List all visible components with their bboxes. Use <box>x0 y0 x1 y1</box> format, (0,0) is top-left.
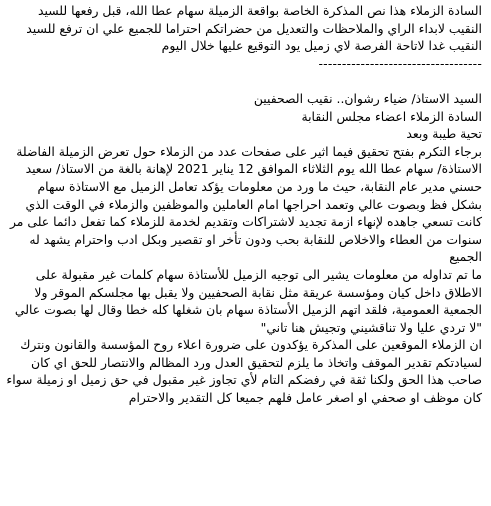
blank-line <box>6 72 482 90</box>
body-paragraph-reported-statements: ما تم تداوله من معلومات يشير الى توجيه الزميل للأستاذة سهام كلمات غير مقبولة على الاطلاق داخل كيان ومؤسسة عريقة مثل نقابة الصحفيين ولا يقبل بها مجلسكم الموقر ولا الجمعية العمومية، فلقد اتهم الزميل الأستاذة سهام بان شغلها كله خطا وقال لها بصوت عالي "لا تردي عليا ولا تناقشيني وتجيش هنا تاني" <box>14 266 482 335</box>
body-paragraph-investigation-request: برجاء التكرم بفتح تحقيق فيما اثير على صفحات عدد من الزملاء حول تعرض الزميلة الفاضلة الاستاذة/ سهام عطا الله يوم الثلاثاء الموافق 12 يناير 2021 لإهانة بالغة من الاستاذ/ سعيد حسني مدير عام النقابة، حيث ما ورد من معلومات يؤكد تعامل الزميل مع الاستاذة سهام بشكل فظ وبصوت عالي وتعمد احراجها امام العاملين والموظفين والزملاء في الوقت الذي كانت تسعي جاهده لإنهاء ازمة تجديد لاشتراكات وتقديم لخدمة للزملاء كما تفعل دائما على مر سنوات من العطاء والاخلاص للنقابة بحب ودون تأخر او تقصير وبكل ادب واحترام يشهد له الجميع <box>9 143 482 265</box>
body-paragraph-closing: ان الزملاء الموقعين على المذكرة يؤكدون على ضرورة اعلاء روح المؤسسة والقانون ونترك لسيادتكم تقدير الموقف واتخاذ ما يلزم لتحقيق العدل ورد المظالم والانتصار للحق اي كان صاحب هذا الحق ولكنا ثقة في رفضكم التام لأي تجاوز غير مقبول في حق زميل او زميلة سواء كان موظف او صحفي او اصغر عامل فلهم جميعا كل التقدير والاحترام <box>6 337 482 406</box>
addressee-council-members: السادة الزملاء اعضاء مجلس النقابة <box>301 108 482 124</box>
greeting-line: تحية طيبة وبعد <box>406 126 482 142</box>
intro-paragraph: السادة الزملاء هذا نص المذكرة الخاصة بواقعة الزميلة سهام عطا الله، قبل رفعها للسيد النقيب لابداء الراي والملاحظات والتعديل من حضراتكم احتراما للجميع علي ان ترفع للسيد النقيب غدا لاتاحة الفرصة لاي زميل يود التوقيع عليها خلال اليوم <box>26 3 482 54</box>
separator-line: ----------------------------------- <box>318 55 482 71</box>
addressee-syndicate-head: السيد الاستاذ/ ضياء رشوان.. نقيب الصحفيين <box>253 90 482 106</box>
